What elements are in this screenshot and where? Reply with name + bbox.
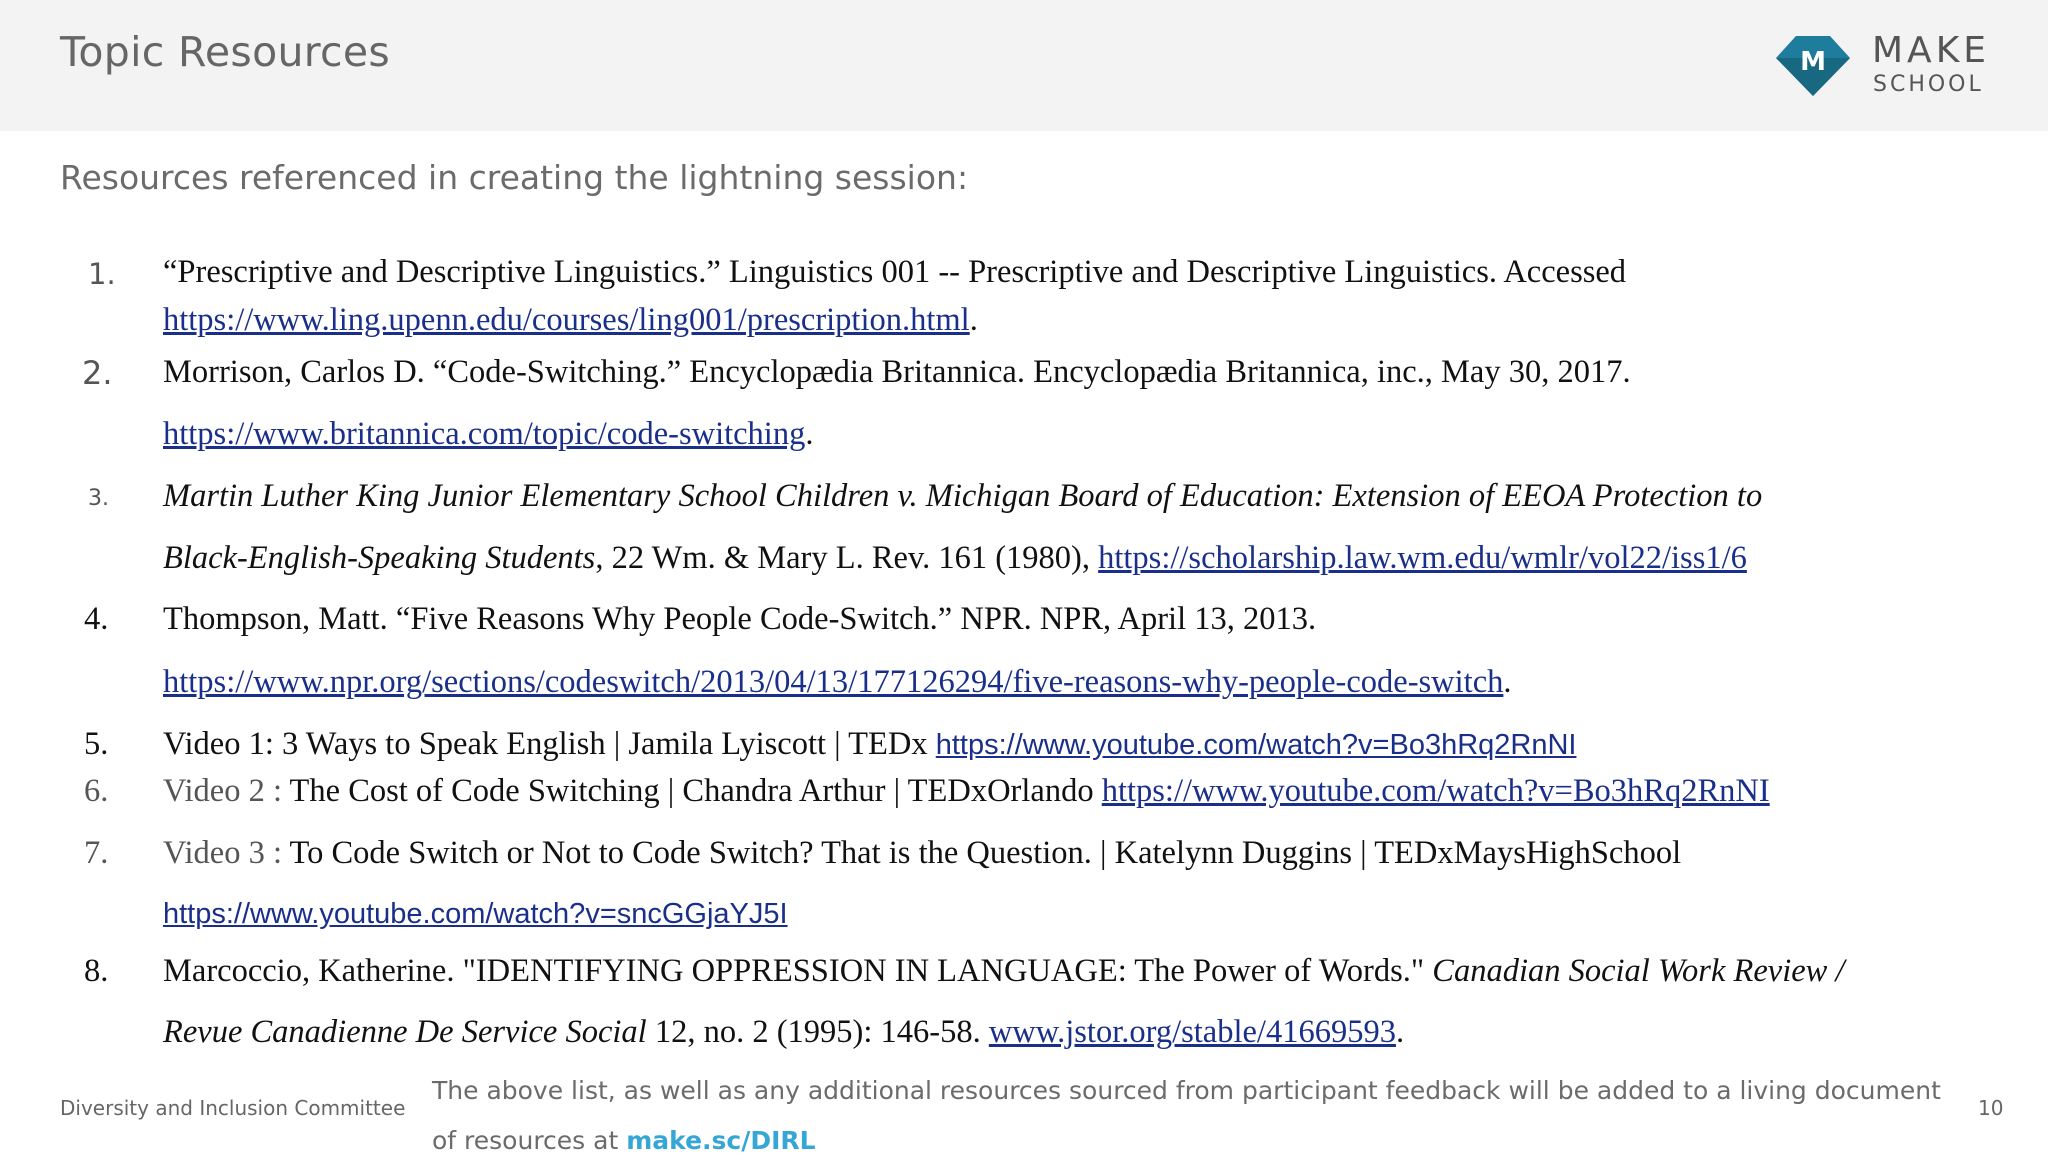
list-number: 2. (82, 354, 113, 392)
reference-link[interactable]: https://scholarship.law.wm.edu/wmlr/vol22/iss1/6 (1098, 540, 1747, 576)
dirl-link[interactable]: make.sc/DIRL (626, 1126, 816, 1155)
reference-link[interactable]: https://www.npr.org/sections/codeswitch/2013/04/13/177126294/five-reasons-why-people-code-switch (163, 664, 1504, 700)
reference-text: Thompson, Matt. “Five Reasons Why People Code-Switch.” NPR. NPR, April 13, 2013. (163, 601, 1317, 637)
reference-url-line: https://www.ling.upenn.edu/courses/ling001/prescription.html. (163, 302, 978, 338)
list-number: 7. (84, 835, 109, 871)
list-number: 5. (84, 726, 109, 762)
make-school-logo-icon (1772, 32, 1854, 98)
reference-text: Marcoccio, Katherine. "IDENTIFYING OPPRESSION IN LANGUAGE: The Power of Words." Canadian Social Work Review / (163, 953, 1845, 989)
reference-link[interactable]: https://www.youtube.com/watch?v=sncGGjaYJ5I (163, 898, 788, 930)
reference-url-line (163, 895, 788, 932)
list-number: 8. (84, 953, 109, 989)
reference-link[interactable]: https://www.youtube.com/watch?v=Bo3hRq2RnNI (935, 729, 1577, 761)
reference-link[interactable]: https://www.ling.upenn.edu/courses/ling001/prescription.html (163, 302, 970, 338)
list-number: 1. (88, 257, 116, 291)
reference-link[interactable]: https://www.britannica.com/topic/code-switching (163, 416, 806, 452)
reference-text: Video 1: 3 Ways to Speak English | Jamila Lyiscott | TEDx https://www.youtube.com/watch?v=Bo3hRq2RnNI (163, 726, 1577, 762)
reference-text: Martin Luther King Junior Elementary School Children v. Michigan Board of Education: Extension of EEOA Protection to (163, 478, 1763, 514)
reference-link[interactable]: https://www.youtube.com/watch?v=Bo3hRq2RnNI (1101, 773, 1770, 809)
footer-committee: Diversity and Inclusion Committee (60, 1096, 406, 1120)
reference-text: Revue Canadienne De Service Social 12, no. 2 (1995): 146-58. www.jstor.org/stable/41669593. (163, 1014, 1405, 1050)
reference-text: Morrison, Carlos D. “Code-Switching.” Encyclopædia Britannica. Encyclopædia Britannica, inc., May 30, 2017. (163, 354, 1631, 390)
reference-text: “Prescriptive and Descriptive Linguistics.” Linguistics 001 -- Prescriptive and Descriptive Linguistics. Accessed (163, 254, 1627, 290)
reference-text: Black-English-Speaking Students, 22 Wm. & Mary L. Rev. 161 (1980), https://scholarship.law.wm.edu/wmlr/vol22/iss1/6 (163, 540, 1747, 576)
logo-school-text: SCHOOL (1873, 72, 1984, 97)
reference-url-line: https://www.npr.org/sections/codeswitch/2013/04/13/177126294/five-reasons-why-people-code-switch. (163, 664, 1512, 700)
page-title: Topic Resources (60, 28, 391, 76)
list-number: 6. (84, 773, 109, 809)
reference-link[interactable]: www.jstor.org/stable/41669593 (988, 1014, 1396, 1050)
make-school-logo (1772, 30, 1992, 100)
list-number: 3. (88, 486, 109, 511)
page-number: 10 (1978, 1096, 2004, 1120)
section-subtitle: Resources referenced in creating the lightning session: (60, 158, 969, 197)
reference-text: Video 2 : The Cost of Code Switching | Chandra Arthur | TEDxOrlando https://www.youtube.com/watch?v=Bo3hRq2RnNI (163, 773, 1770, 809)
list-number: 4. (84, 601, 109, 637)
svg-text:M: M (1800, 47, 1826, 77)
reference-text: Video 3 : To Code Switch or Not to Code Switch? That is the Question. | Katelynn Duggins | TEDxMaysHighSchool (163, 835, 1682, 871)
reference-url-line: https://www.britannica.com/topic/code-switching. (163, 416, 814, 452)
footer-note: The above list, as well as any additional resources sourced from participant feedback will be added to a living document of resources at make.sc/DIRL (432, 1076, 1941, 1155)
logo-make-text: MAKE (1872, 30, 1991, 71)
slide-header (0, 0, 2048, 131)
